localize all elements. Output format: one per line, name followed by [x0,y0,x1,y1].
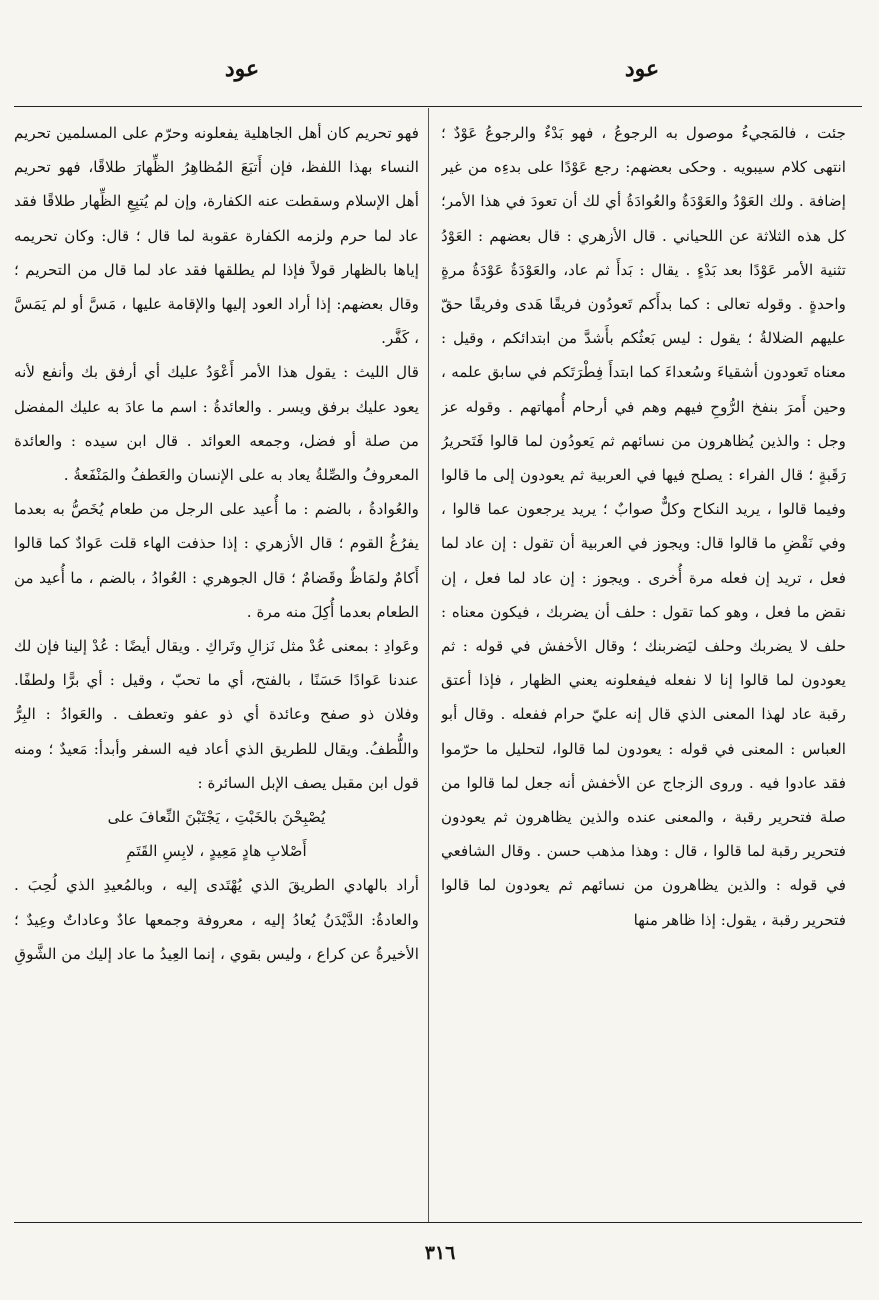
headword-left: عود [224,56,260,82]
paragraph: فهو تحريم كان أهل الجاهلية يفعلونه وحرّم على المسلمين تحريم النساء بهذا اللفظ، فإن أَتبَعَ المُظاهِرُ الظِّهارَ طلاقًا، فهو تحريم أهل الإسلام وسقطت عنه الكفارة، وإن لم يُتبِعِ الظِّهار طلاقًا فقد عاد لما حرم ولزمه الكفارة عقوبة لما قال ؛ قال: وكان تحريمه إياها بالظهار قولاً فإذا لم يطلقها فقد عاد لما قال من التحريم ؛ وقال بعضهم: إذا أراد العود إليها والإقامة عليها ، مَسَّ أو لم يَمَسَّ ، كَفَّر. [14,124,419,348]
left-column [14,116,419,1220]
paragraph: وعَوادِ : بمعنى عُدْ مثل نَزالِ وتَراكِ . ويقال أيضًا : عُدْ إلينا فإن لك عندنا عَوادًا حَسَنًا ، بالفتح، أي ما تحبّ ، وقيل : أي برًّا ولطفًا. وفلان ذو صفح وعائدة أي ذو عفو وتعطف . والعَوادُ : البِرُّ واللُّطفُ. ويقال للطريق الذي أعاد فيه السفر وأبدأ: مَعيدٌ ؛ ومنه قول ابن مقبل يصف الإبل السائرة : [14,637,419,792]
top-rule [14,106,862,107]
verse-line: يُصْبِحْنَ بالخَبْتِ ، يَجْتَبْنَ النِّعافَ على [107,808,326,827]
page-number: ٣١٦ [424,1242,456,1264]
paragraph: أراد بالهادي الطريقَ الذي يُهْتَدى إليه ، وبالمُعيدِ الذي لُحِبَ . والعادةُ: الدَّيْدَنُ يُعادُ إليه ، معروفة وجمعها عادٌ وعاداتٌ وعِيدٌ ؛ الأخيرةُ عن كراع ، وليس بقوي ، إنما العِيدُ ما عاد إليك من الشَّوقِ [14,876,419,963]
bottom-rule [14,1222,862,1223]
headword-right: عود [624,56,660,82]
paragraph: والعُوادةُ ، بالضم : ما أُعيد على الرجل من طعام يُخَصُّ به بعدما يفرُغُ القوم ؛ قال الأزهري : إذا حذفت الهاء قلت عَوادٌ كما قالوا أَكامٌ ولمَاظٌ وقَضامٌ ؛ قال الجوهري : العُوادُ ، بالضم ، ما أُعيد من الطعام بعدما أُكِلَ منه مرة . [14,500,419,621]
paragraph: جئت ، فالمَجيءُ موصول به الرجوعُ ، فهو بَدْءٌ والرجوعُ عَوْدٌ ؛ انتهى كلام سيبويه . وحكى بعضهم: رجع عَوْدًا على بدءِه من غير إضافة . ولك العَوْدُ والعَوْدَةُ والعُوادَةُ أي لك أن تعودَ في هذا الأمر؛ كل هذه الثلاثة عن اللحياني . قال الأزهري : قال بعضهم : العَوْدُ تثنية الأمر عَوْدًا بعد بَدْءٍ . يقال : بَدأَ ثم عاد، والعَوْدَةُ عَوْدَةُ مرةٍ واحدةٍ . وقوله تعالى : كما بدأَكم تَعودُون فريقًا هَدى وفريقًا حقّ عليهم الضلالةُ ؛ يقول : ليس بَعثُكم بأَشدَّ من ابتدائكم ، وقيل : معناه تَعودون أشقياءَ وسُعداءَ كما ابتدأَ فِطْرَتَكم في سابق علمه ، وحين أَمرَ بنفخ الرُّوحِ فيهم وهم في أرحام أُمهاتهم . وقوله عز وجل : والذين يُظاهرون من نسائهم ثم يَعودُون لما قالوا فَتَحريرُ رَقَبةٍ ؛ قال الفراء : يصلح فيها في العربية ثم يعودون إلى ما قالوا وفيما قالوا ، يريد النكاح وكلٌّ صوابٌ ؛ يريد يرجعون عما قالوا ، وفي نَقْضِ ما قالوا قال: ويجوز في العربية أن تقول : إن عاد لما فعل ، تريد إن فعله مرة أُخرى . ويجوز : إن عاد لما فعل ، إن نقض ما فعل ، وهو كما تقول : حلف أن يضربك ، فيكون معناه : حلف لا يضربك وحلف ليَضربنك ؛ وقال الأخفش في قوله : ثم يعودون لما قالوا إنا لا نفعله فيفعلونه يعني الظهار ، فإذا أعتق رقبة عاد لهذا المعنى الذي قال إنه عليّ حرام ففعله . وقال أبو العباس : المعنى في قوله : يعودون لما قالوا، لتحليل ما حرّموا فقد عادوا فيه . وروى الزجاج عن الأخفش أنه جعل لما قالوا من صلة فتحرير رقبة ، والمعنى عنده والذين يظاهرون ثم يعودون فتحرير رقبة لما قالوا ، قال : وهذا مذهب حسن . وقال الشافعي في قوله : والذين يظاهرون من نسائهم ثم يعودون لما قالوا فتحرير رقبة ، يقول: إذا ظاهر منها [441,124,846,929]
verse-line: أَصْلابِ هادٍ مَعِيدٍ ، لابِسِ القَتَمِ [126,842,307,861]
paragraph: قال الليث : يقول هذا الأمر أَعْوَدُ عليك أي أرفق بك وأنفع لأنه يعود عليك برفق ويسر . والعائدةُ : اسم ما عادَ به عليك المفضل من صلة أو فضل، وجمعه العوائد . قال ابن سيده : والعائدة المعروفُ والصِّلةُ يعاد به على الإنسان والعَطفُ والمَنْفَعةُ . [14,363,419,485]
column-divider [428,108,429,1222]
right-column [441,116,846,1220]
